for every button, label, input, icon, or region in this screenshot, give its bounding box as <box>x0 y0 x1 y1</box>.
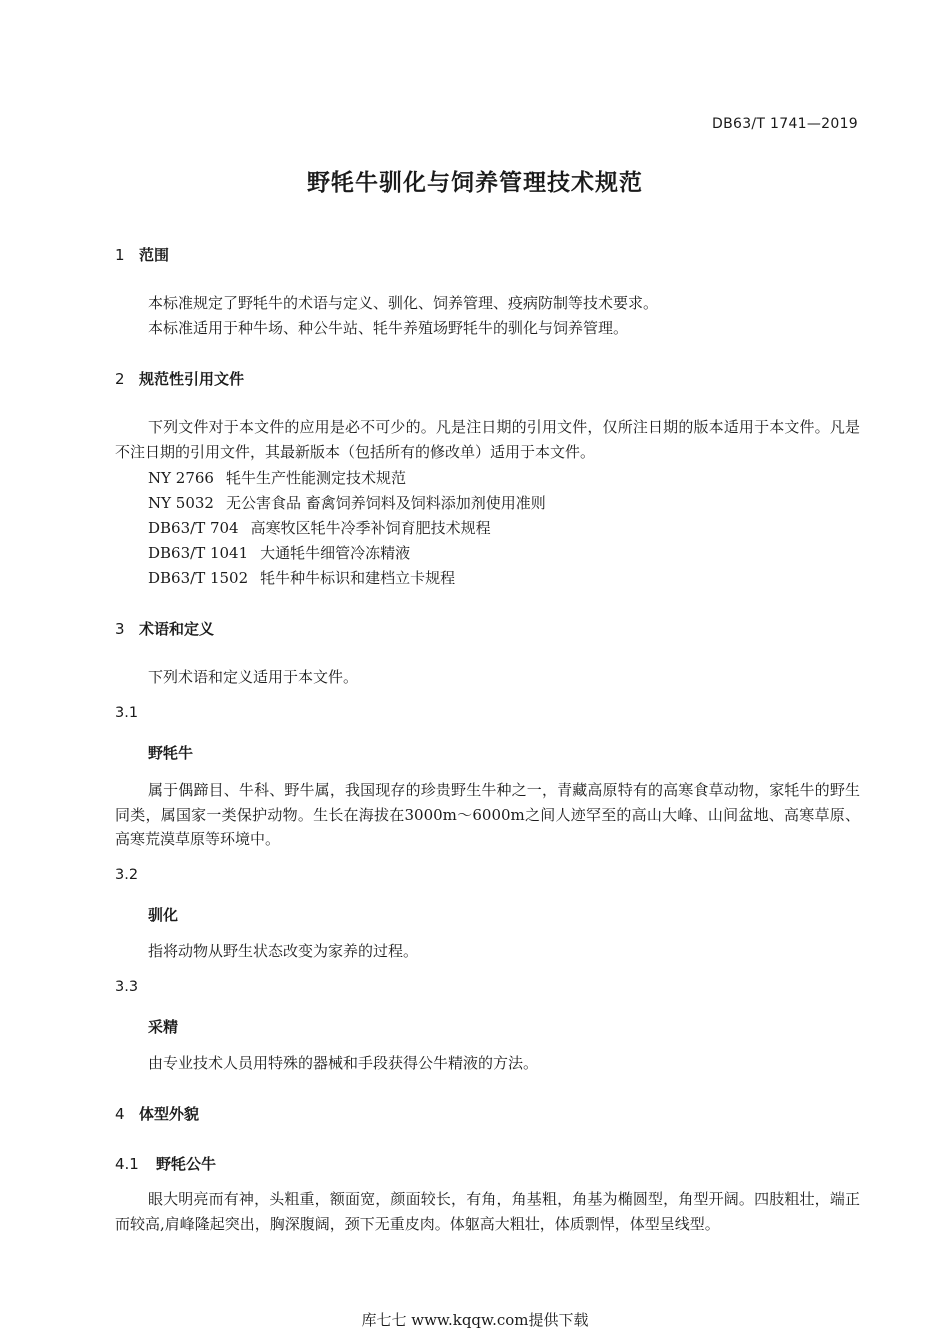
section-4-heading <box>115 1103 199 1124</box>
section-title: 体型外貌 <box>139 1105 200 1123</box>
reference-code: DB63/T 1502 <box>148 569 249 587</box>
section-title: 范围 <box>139 246 170 264</box>
section-number: 1 <box>115 246 125 264</box>
paragraph: 本标准规定了野牦牛的术语与定义、驯化、饲养管理、疫病防制等技术要求。 <box>148 294 659 312</box>
reference-item <box>148 567 455 588</box>
section-number: 3 <box>115 620 125 638</box>
section-3-heading <box>115 618 214 639</box>
section-1-heading <box>115 244 169 265</box>
paragraph: 下列文件对于本文件的应用是必不可少的。凡是注日期的引用文件，仅所注日期的版本适用于本文件。凡是不注日期的引用文件，其最新版本（包括所有的修改单）适用于本文件。 <box>115 418 860 461</box>
reference-code: DB63/T 1041 <box>148 544 249 562</box>
section-2-heading <box>115 368 244 389</box>
reference-name: 牦牛生产性能测定技术规范 <box>225 469 406 487</box>
section-number: 2 <box>115 370 125 388</box>
reference-item <box>148 467 406 488</box>
term-number: 3.3 <box>115 979 139 995</box>
term-definition: 指将动物从野生状态改变为家养的过程。 <box>148 942 419 960</box>
subsection-4-1-heading <box>115 1153 216 1174</box>
reference-item <box>148 492 546 513</box>
subsection-number: 4.1 <box>115 1155 139 1173</box>
reference-name: 高寒牧区牦牛冷季补饲育肥技术规程 <box>250 519 491 537</box>
subsection-title: 野牦公牛 <box>156 1155 217 1173</box>
paragraph: 下列术语和定义适用于本文件。 <box>148 668 359 686</box>
reference-code: NY 2766 <box>148 469 214 487</box>
term-definition: 属于偶蹄目、牛科、野牛属，我国现存的珍贵野生牛种之一，青藏高原特有的高寒食草动物，家牦牛的野生同类，属国家一类保护动物。生长在海拔在3000m～6000m之间人迹罕至的高山大峰、山间盆地、高寒草原、高寒荒漠草原等环境中。 <box>115 781 860 848</box>
reference-code: NY 5032 <box>148 494 214 512</box>
section-number: 4 <box>115 1105 125 1123</box>
reference-item <box>148 542 410 563</box>
standard-code: DB63/T 1741—2019 <box>712 116 858 132</box>
reference-name: 大通牦牛细管冷冻精液 <box>260 544 411 562</box>
reference-code: DB63/T 704 <box>148 519 239 537</box>
term-number: 3.1 <box>115 705 139 721</box>
section-title: 规范性引用文件 <box>139 370 245 388</box>
document-title: 野牦牛驯化与饲养管理技术规范 <box>307 170 643 196</box>
term-name: 采精 <box>148 1018 179 1036</box>
reference-name: 牦牛种牛标识和建档立卡规程 <box>260 569 456 587</box>
term-number: 3.2 <box>115 867 139 883</box>
paragraph: 本标准适用于种牛场、种公牛站、牦牛养殖场野牦牛的驯化与饲养管理。 <box>148 319 629 337</box>
paragraph: 眼大明亮而有神，头粗重，额面宽，颜面较长，有角，角基粗，角基为椭圆型，角型开阔。四肢粗壮，端正而较高,肩峰隆起突出，胸深腹阔，颈下无重皮肉。体躯高大粗壮，体质剽悍，体型呈线型。 <box>115 1190 860 1233</box>
term-definition: 由专业技术人员用特殊的器械和手段获得公牛精液的方法。 <box>148 1054 539 1072</box>
term-name: 驯化 <box>148 906 179 924</box>
reference-item <box>148 517 491 538</box>
section-title: 术语和定义 <box>139 620 215 638</box>
term-name: 野牦牛 <box>148 744 194 762</box>
footer-watermark: 库七七 www.kqqw.com提供下载 <box>361 1311 589 1329</box>
reference-name: 无公害食品 畜禽饲养饲料及饲料添加剂使用准则 <box>225 494 546 512</box>
